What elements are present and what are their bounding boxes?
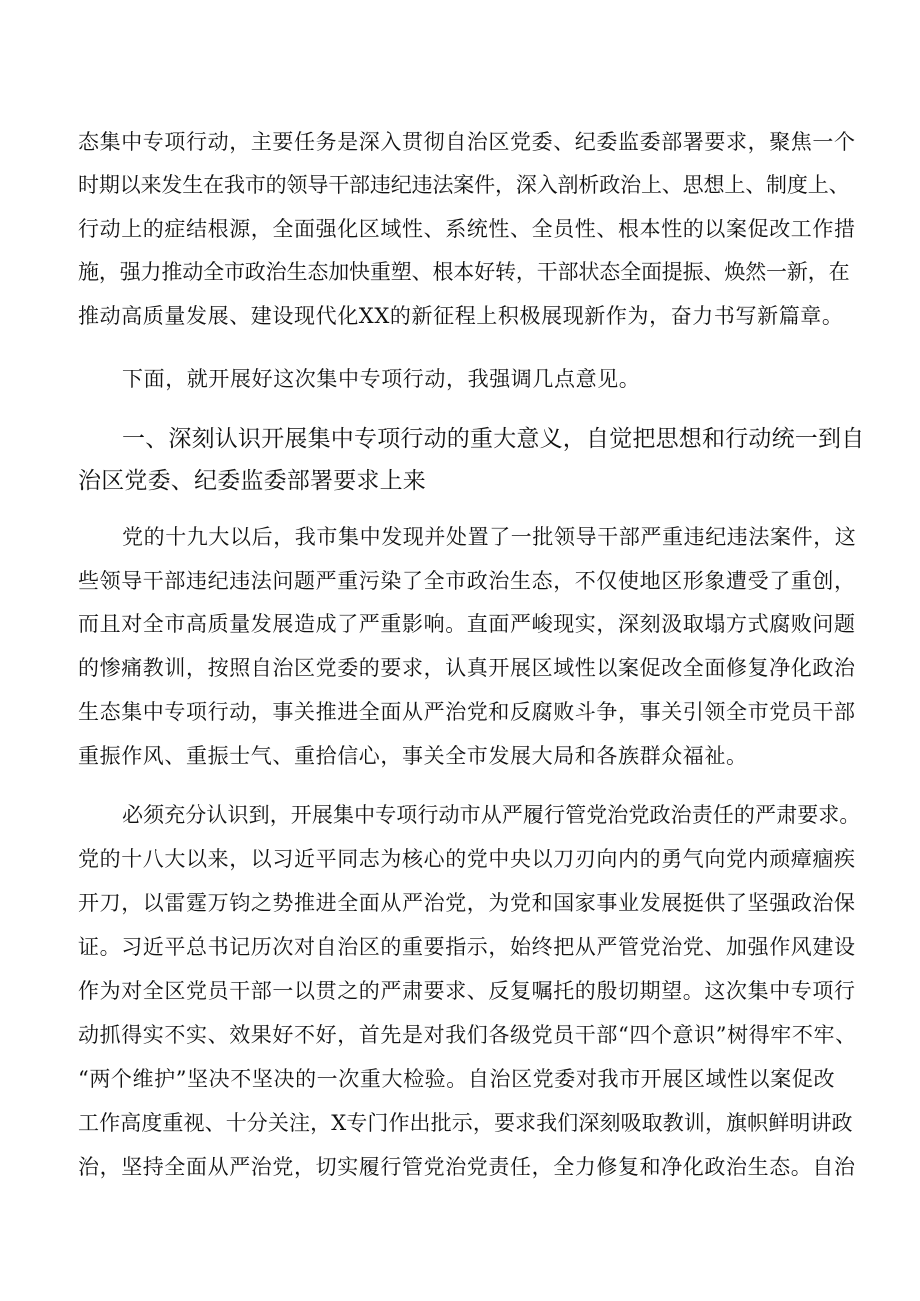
paragraph-4-line-9: 治，坚持全面从严治党，切实履行管党治党责任，全力修复和净化政治生态。自治 bbox=[78, 1155, 856, 1179]
paragraph-4-line-8: 工作高度重视、十分关注，X专门作出批示，要求我们深刻吸取教训，旗帜鲜明讲政 bbox=[78, 1111, 853, 1135]
paragraph-4-line-3: 开刀，以雷霆万钧之势推进全面从严治党，为党和国家事业发展挺供了坚强政治保 bbox=[78, 891, 856, 915]
section-heading-line-2: 治区党委、纪委监委部署要求上来 bbox=[78, 468, 426, 494]
paragraph-3-line-4: 的惨痛教训，按照自治区党委的要求，认真开展区域性以案促改全面修复净化政治 bbox=[78, 656, 856, 680]
paragraph-4-line-1: 必须充分认识到，开展集中专项行动市从严履行管党治党政治责任的严肃要求。 bbox=[122, 803, 861, 827]
paragraph-4-line-4: 证。习近平总书记历次对自治区的重要指示，始终把从严管党治党、加强作风建设 bbox=[78, 935, 856, 959]
paragraph-3-line-3: 而且对全市高质量发展造成了严重影响。直面严峻现实，深刻汲取塌方式腐败问题 bbox=[78, 612, 856, 636]
paragraph-1-line-2: 时期以来发生在我市的领导干部违纪违法案件，深入剖析政治上、思想上、制度上、 bbox=[78, 173, 850, 197]
paragraph-4-line-6: 动抓得实不实、效果好不好，首先是对我们各级党员干部“四个意识”树得牢不牢、 bbox=[78, 1023, 857, 1047]
paragraph-1-line-4: 施，强力推动全市政治生态加快重塑、根本好转，干部状态全面提振、焕然一新，在 bbox=[78, 260, 850, 284]
section-heading-line-1: 一、深刻认识开展集中专项行动的重大意义，自觉把思想和行动统一到自 bbox=[122, 426, 865, 452]
paragraph-1-line-3: 行动上的症结根源，全面强化区域性、系统性、全员性、根本性的以案促改工作措 bbox=[78, 217, 856, 241]
paragraph-3-line-6: 重振作风、重振士气、重拾信心，事关全市发展大局和各族群众福祉。 bbox=[78, 744, 748, 768]
paragraph-2-line-1: 下面，就开展好这次集中专项行动，我强调几点意见。 bbox=[122, 367, 641, 391]
paragraph-4-line-2: 党的十八大以来，以习近平同志为核心的党中央以刀刃向内的勇气向党内顽瘴痼疾 bbox=[78, 847, 856, 871]
paragraph-4-line-5: 作为对全区党员干部一以贯之的严肃要求、反复嘱托的殷切期望。这次集中专项行 bbox=[78, 979, 856, 1003]
paragraph-1-line-1: 态集中专项行动，主要任务是深入贯彻自治区党委、纪委监委部署要求，聚焦一个 bbox=[78, 130, 856, 154]
paragraph-1-line-5: 推动高质量发展、建设现代化XX的新征程上积极展现新作为，奋力书写新篇章。 bbox=[78, 304, 844, 328]
paragraph-3-line-5: 生态集中专项行动，事关推进全面从严治党和反腐败斗争，事关引领全市党员干部 bbox=[78, 700, 856, 724]
paragraph-3-line-1: 党的十九大以后，我市集中发现并处置了一批领导干部严重违纪违法案件，这 bbox=[122, 525, 857, 549]
paragraph-3-line-2: 些领导干部违纪违法问题严重污染了全市政治生态，不仅使地区形象遭受了重创， bbox=[78, 569, 856, 593]
paragraph-4-line-7: “两个维护”坚决不坚决的一次重大检验。自治区党委对我市开展区域性以案促改 bbox=[78, 1067, 836, 1091]
